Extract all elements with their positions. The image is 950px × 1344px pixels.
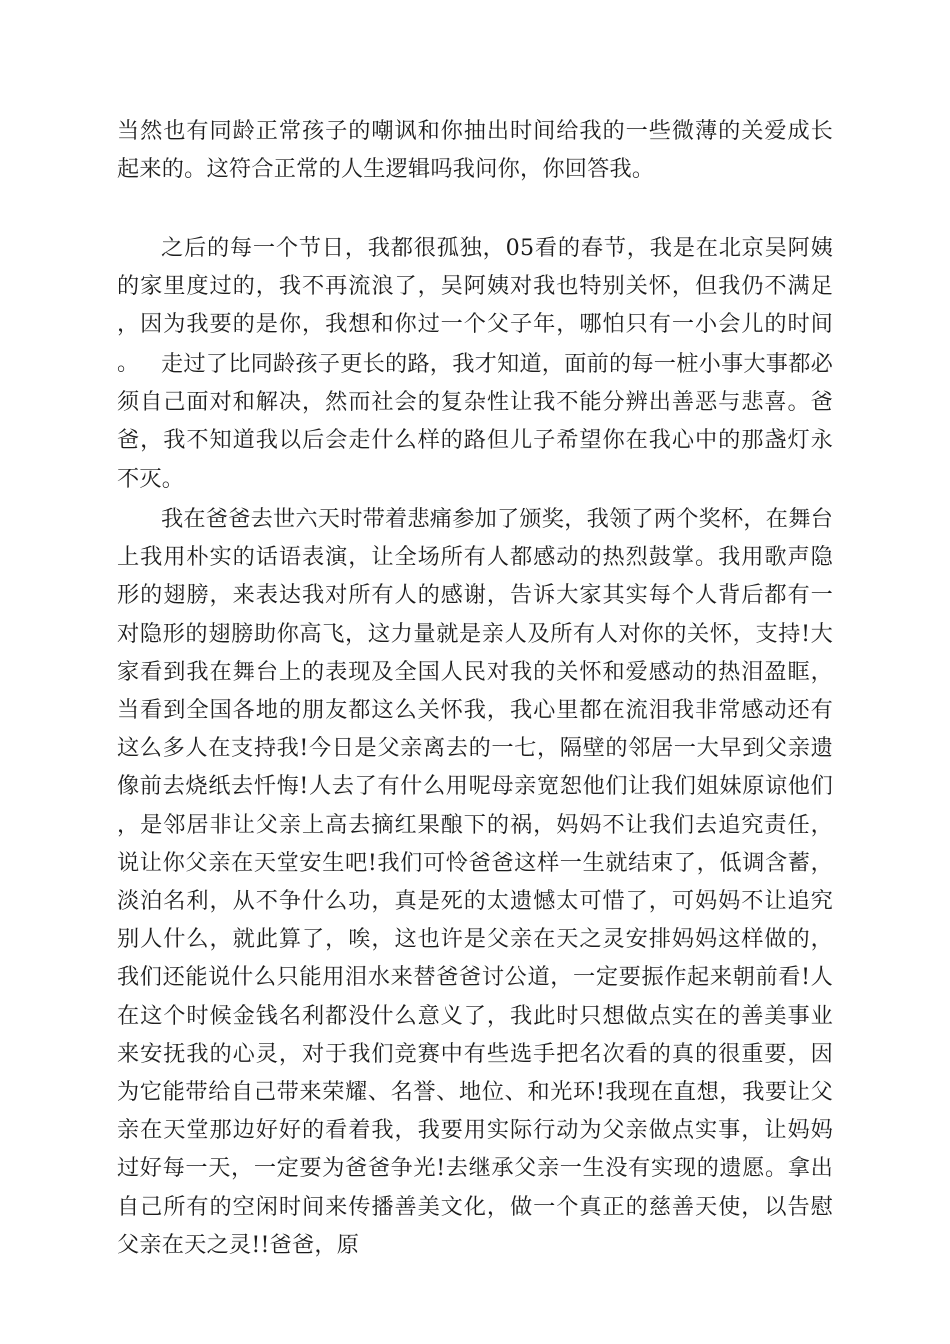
paragraph-award-ceremony: 我在爸爸去世六天时带着悲痛参加了颁奖，我领了两个奖杯，在舞台上我用朴实的话语表演，让全场所有人都感动的热烈鼓掌。我用歌声隐形的翅膀，来表达我对所有人的感谢，告诉大家其实每个人背后都有一对隐形的翅膀助你高飞，这力量就是亲人及所有人对你的关怀，支持!大家看到我在舞台上的表现及全国人民对我的关怀和爱感动的热泪盈眶，当看到全国各地的朋友都这么关怀我，我心里都在流泪我非常感动还有这么多人在支持我!今日是父亲离去的一七，隔壁的邻居一大早到父亲遗像前去烧纸去忏悔!人去了有什么用呢母亲宽恕他们让我们姐妹原谅他们，是邻居非让父亲上高去摘红果酿下的祸，妈妈不让我们去追究责任，说让你父亲在天堂安生吧!我们可怜爸爸这样一生就结束了，低调含蓄，淡泊名利，从不争什么功，真是死的太遗憾太可惜了，可妈妈不让追究别人什么，就此算了，唉，这也许是父亲在天之灵安排妈妈这样做的，我们还能说什么只能用泪水来替爸爸讨公道，一定要振作起来朝前看!人在这个时候金钱名利都没什么意义了，我此时只想做点实在的善美事业来安抚我的心灵，对于我们竞赛中有些选手把名次看的真的很重要，因为它能带给自己带来荣耀、名誉、地位、和光环!我现在直想，我要让父亲在天堂那边好好的看着我，我要用实际行动为父亲做点实事，让妈妈过好每一天，一定要为爸爸争光!去继承父亲一生没有实现的遗愿。拿出自己所有的空闲时间来传播善美文化，做一个真正的慈善天使，以告慰父亲在天之灵!!爸爸，原 (117, 506, 833, 1258)
paragraph-longer-road: 走过了比同龄孩子更长的路，我才知道，面前的每一桩小事大事都必须自己面对和解决，然而社会的复杂性让我不能分辨出善恶与悲喜。爸爸，我不知道我以后会走什么样的路但儿子希望你在我心中的那盏灯永不灭。 (117, 351, 833, 492)
paragraph-festivals: 之后的每一个节日，我都很孤独，05看的春节，我是在北京吴阿姨的家里度过的，我不再流浪了，吴阿姨对我也特别关怀，但我仍不满足，因为我要的是你，我想和你过一个父子年，哪怕只有一小会儿的时间。 (117, 235, 833, 376)
paragraph-continued: 当然也有同龄正常孩子的嘲讽和你抽出时间给我的一些微薄的关爱成长起来的。这符合正常的人生逻辑吗我问你，你回答我。 (117, 118, 833, 183)
